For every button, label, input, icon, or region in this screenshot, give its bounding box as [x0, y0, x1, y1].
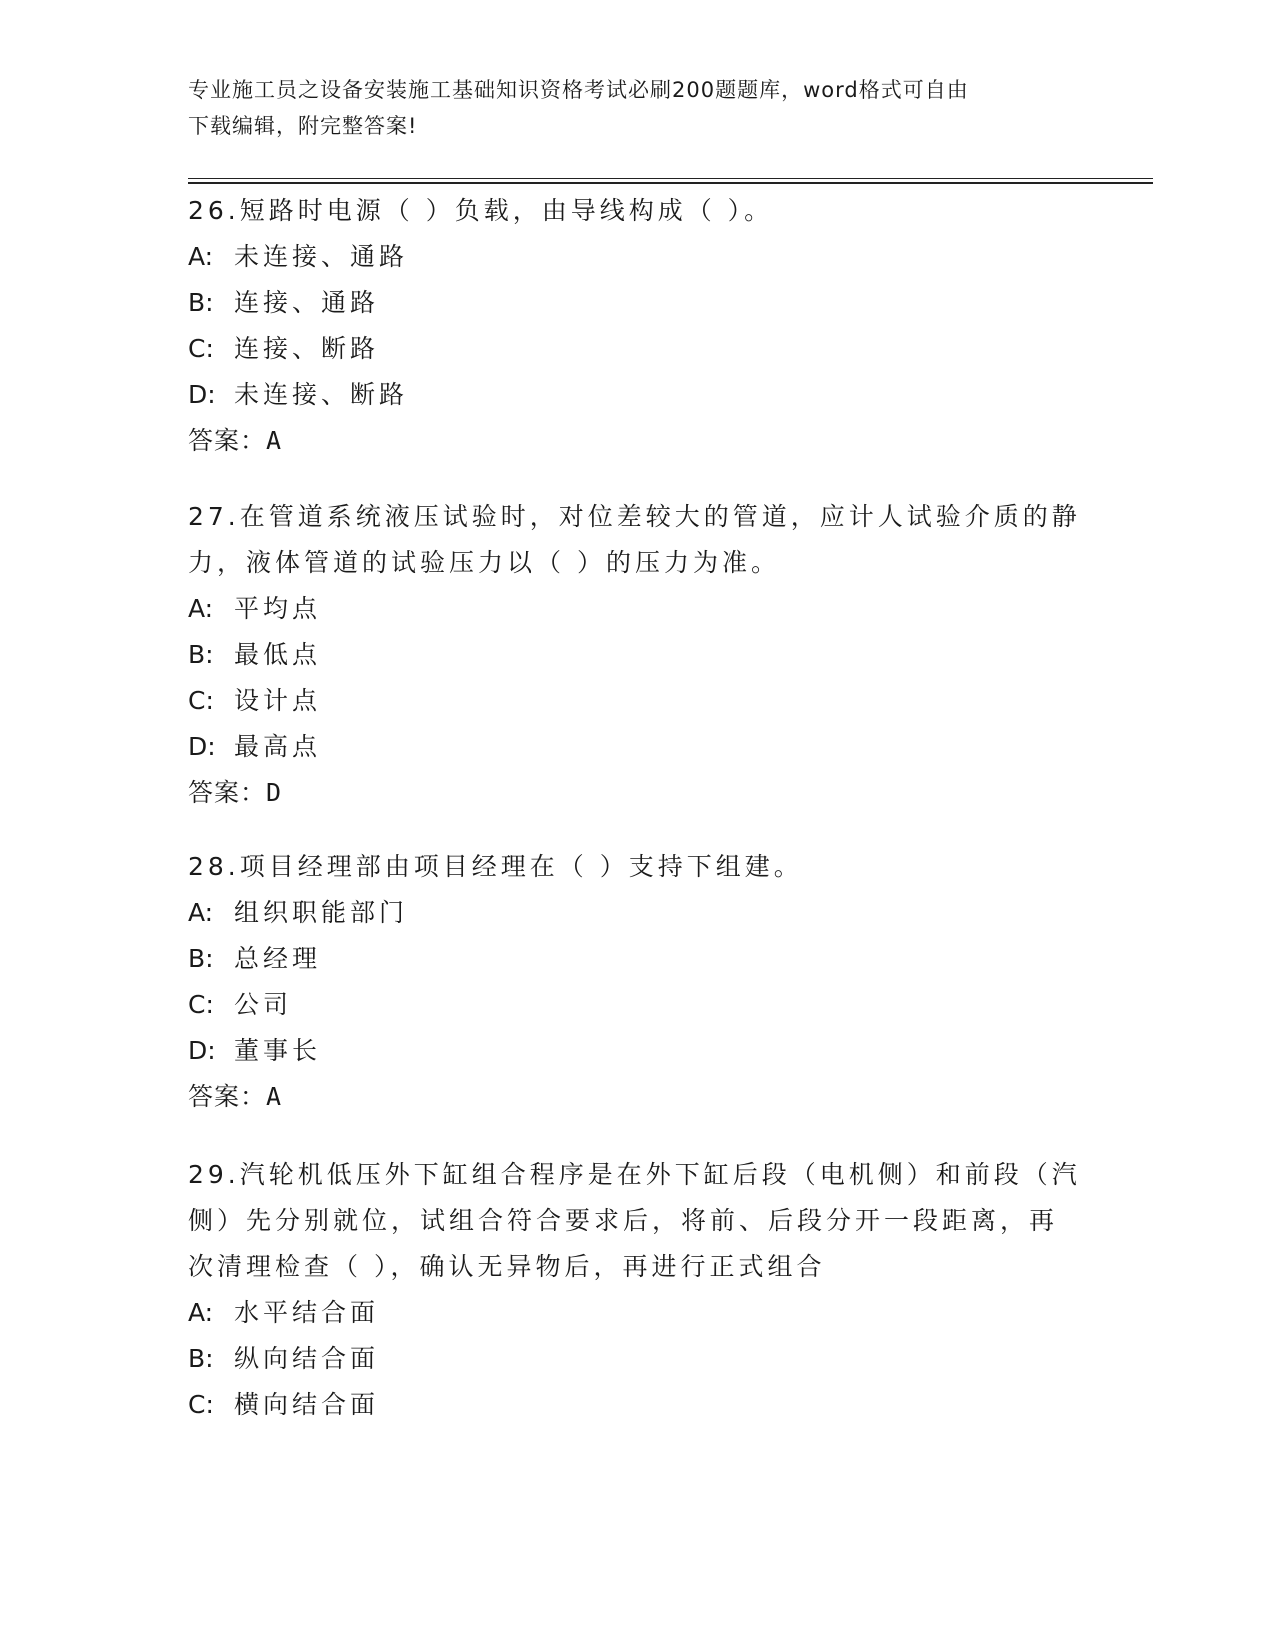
option-a: [188, 890, 1088, 936]
option-letter: A:: [188, 1298, 214, 1327]
answer-line: [188, 770, 1088, 816]
option-letter: C:: [188, 686, 214, 715]
option-c: [188, 326, 1088, 372]
option-d: [188, 1028, 1088, 1074]
option-letter: D:: [188, 380, 216, 409]
option-letter: D:: [188, 732, 216, 761]
option-c: [188, 982, 1088, 1028]
option-text: 连接、通路: [234, 288, 380, 317]
answer-label: 答案：: [188, 778, 267, 807]
answer-value: A: [266, 1082, 283, 1111]
option-b: [188, 632, 1088, 678]
option-letter: A:: [188, 898, 214, 927]
option-a: [188, 586, 1088, 632]
option-letter: C:: [188, 1390, 214, 1419]
option-text: 平均点: [234, 594, 322, 623]
option-text: 董事长: [234, 1036, 322, 1065]
option-text: 连接、断路: [234, 334, 380, 363]
answer-line: [188, 1074, 1088, 1120]
option-text: 未连接、通路: [234, 242, 409, 271]
option-d: [188, 724, 1088, 770]
question-29: [188, 1152, 1088, 1428]
option-letter: B:: [188, 1344, 214, 1373]
answer-label: 答案：: [188, 426, 267, 455]
question-stem-line-2: 力，液体管道的试验压力以（ ）的压力为准。: [188, 548, 780, 577]
document-header: [188, 72, 1088, 144]
question-stem-line-1: 29.汽轮机低压外下缸组合程序是在外下缸后段（电机侧）和前段（汽: [188, 1160, 1081, 1189]
option-letter: B:: [188, 288, 214, 317]
question-26: [188, 188, 1088, 464]
option-a: [188, 1290, 1088, 1336]
option-text: 公司: [234, 990, 293, 1019]
question-stem: 28.项目经理部由项目经理在（ ）支持下组建。: [188, 852, 803, 881]
option-text: 最低点: [234, 640, 322, 669]
option-text: 纵向结合面: [234, 1344, 380, 1373]
option-d: [188, 372, 1088, 418]
option-b: [188, 280, 1088, 326]
question-stem: 26.短路时电源（ ）负载，由导线构成（ ）。: [188, 196, 774, 225]
option-b: [188, 936, 1088, 982]
question-stem-line-1: 27.在管道系统液压试验时，对位差较大的管道，应计人试验介质的静: [188, 502, 1081, 531]
option-text: 未连接、断路: [234, 380, 409, 409]
header-divider-thin: [188, 178, 1153, 179]
option-c: [188, 1382, 1088, 1428]
option-text: 最高点: [234, 732, 322, 761]
answer-line: [188, 418, 1088, 464]
option-b: [188, 1336, 1088, 1382]
option-letter: D:: [188, 1036, 216, 1065]
option-letter: B:: [188, 640, 214, 669]
question-28: [188, 844, 1088, 1120]
header-divider-thick: [188, 182, 1153, 184]
question-27: [188, 494, 1088, 816]
answer-label: 答案：: [188, 1082, 267, 1111]
option-text: 横向结合面: [234, 1390, 380, 1419]
option-letter: B:: [188, 944, 214, 973]
option-text: 总经理: [234, 944, 322, 973]
answer-value: D: [266, 778, 283, 807]
question-stem-line-2: 侧）先分别就位，试组合符合要求后，将前、后段分开一段距离，再: [188, 1206, 1059, 1235]
option-text: 设计点: [234, 686, 322, 715]
option-letter: A:: [188, 242, 214, 271]
option-c: [188, 678, 1088, 724]
option-letter: C:: [188, 334, 214, 363]
header-line-2: 下载编辑，附完整答案!: [188, 114, 418, 138]
answer-value: A: [266, 426, 283, 455]
option-letter: C:: [188, 990, 214, 1019]
header-line-1: 专业施工员之设备安装施工基础知识资格考试必刷200题题库，word格式可自由: [188, 78, 969, 102]
option-text: 组织职能部门: [234, 898, 409, 927]
option-text: 水平结合面: [234, 1298, 380, 1327]
question-stem-line-3: 次清理检查（ ），确认无异物后，再进行正式组合: [188, 1252, 826, 1281]
option-letter: A:: [188, 594, 214, 623]
option-a: [188, 234, 1088, 280]
